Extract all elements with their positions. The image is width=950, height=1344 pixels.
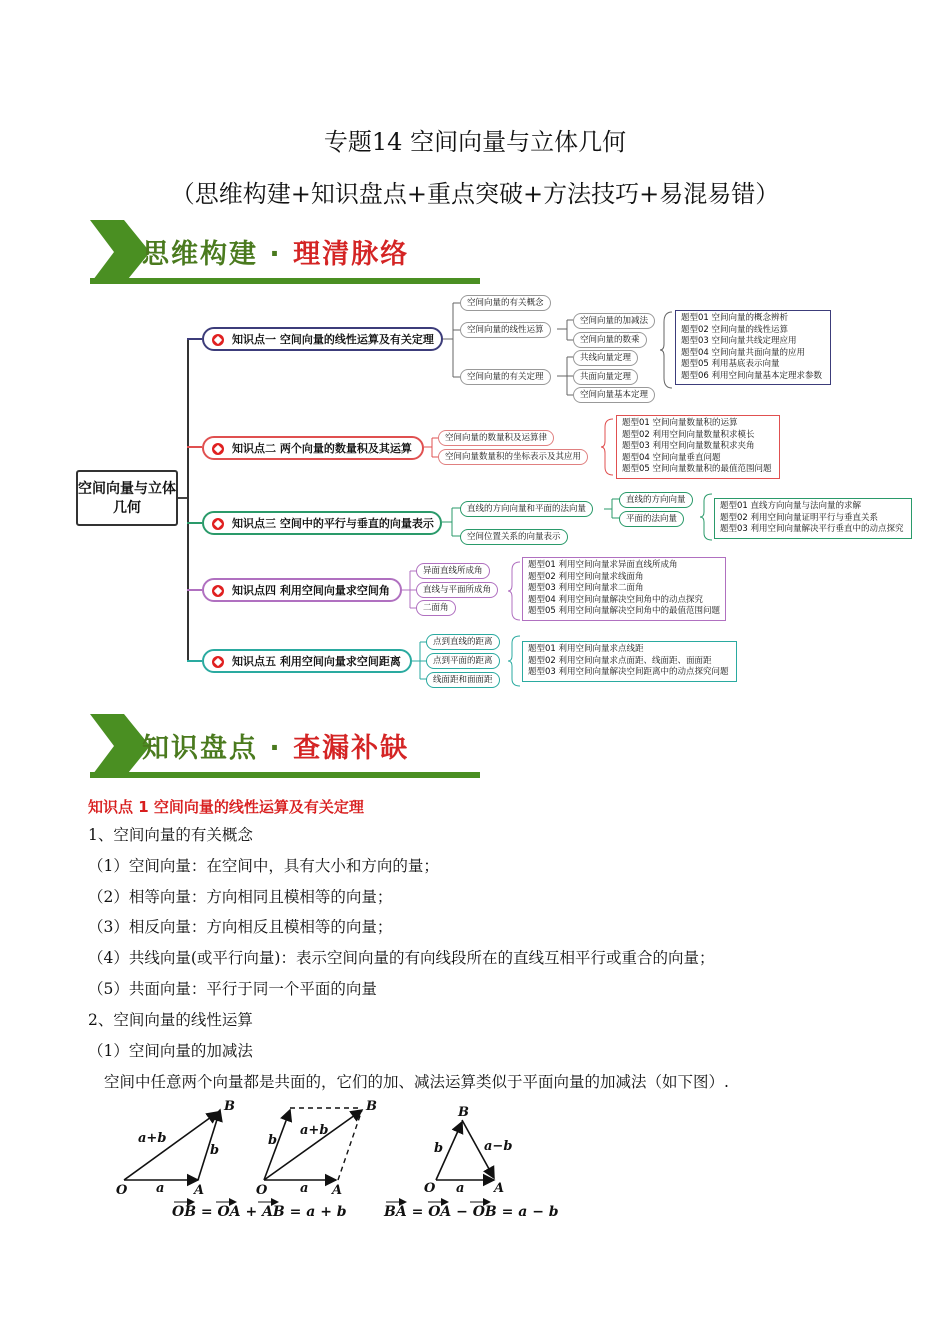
banner-underline <box>90 278 480 284</box>
k5-sub-3: 线面距和面面距 <box>426 672 500 688</box>
k1-subsub-3: 共线向量定理 <box>573 350 638 366</box>
knowledge-point-5: 知识点五 利用空间向量求空间距离 <box>202 649 412 673</box>
k5-question-types: 题型01 利用空间向量求点线距 题型02 利用空间向量求点面距、线面距、面面距 题型03 利用空间向量解决空间距离中的动点探究问题 <box>522 641 737 682</box>
k3-question-types: 题型01 直线方向向量与法向量的求解 题型02 利用空间向量证明平行与垂直关系 题型03 利用空间向量解决平行垂直中的动点探究 <box>714 498 912 539</box>
label-a: a <box>300 1181 309 1196</box>
para-3: （2）相等向量：方向相同且模相等的向量； <box>88 888 393 906</box>
para-8: （1）空间向量的加减法 <box>88 1042 253 1060</box>
knowledge-point-3: 知识点三 空间中的平行与垂直的向量表示 <box>202 511 442 535</box>
knowledge-point-2: 知识点二 两个向量的数量积及其运算 <box>202 436 424 460</box>
star-badge-icon <box>212 334 224 346</box>
label-A: A <box>194 1183 205 1198</box>
banner-chevron-icon <box>90 220 150 284</box>
knowledge-point-4: 知识点四 利用空间向量求空间角 <box>202 578 402 602</box>
k4-sub-1: 异面直线所成角 <box>416 563 490 579</box>
page-title: 专题14 空间向量与立体几何 <box>323 128 627 156</box>
k1-branch-lines <box>443 295 463 385</box>
svg-text:BA = OA − OB = a − b: BA = OA − OB = a − b <box>384 1204 559 1220</box>
label-a-plus-b: a+b <box>138 1131 167 1146</box>
label-a-plus-b: a+b <box>300 1123 329 1138</box>
label-b: b <box>210 1143 220 1158</box>
k1-brace <box>660 310 674 390</box>
star-badge-icon <box>212 443 224 455</box>
para-2: （1）空间向量：在空间中，具有大小和方向的量； <box>88 857 439 875</box>
k4-sub-2: 直线与平面所成角 <box>416 582 498 598</box>
label-B: B <box>224 1099 235 1114</box>
para-1: 1、空间向量的有关概念 <box>88 826 253 844</box>
mind-map-root: 空间向量与立体几何 <box>76 470 178 526</box>
k5-brace <box>508 634 522 688</box>
para-7: 2、空间向量的线性运算 <box>88 1011 253 1029</box>
k2-sub-1: 空间向量的数量积及运算律 <box>438 430 554 446</box>
label-A: A <box>332 1183 343 1198</box>
label-O: O <box>424 1181 436 1196</box>
label-b: b <box>268 1133 278 1148</box>
k1-subsub-5: 空间向量基本定理 <box>573 387 655 403</box>
banner-title-part2: 查漏补缺 <box>293 733 410 764</box>
para-9: 空间中任意两个向量都是共面的，它们的加、减法运算类似于平面向量的加减法（如下图）. <box>104 1073 729 1091</box>
banner-title-part1: 知识盘点 <box>142 733 258 764</box>
star-badge-icon <box>212 585 224 597</box>
k4-question-types: 题型01 利用空间向量求异面直线所成角 题型02 利用空间向量求线面角 题型03 利用空间向量求二面角 题型04 利用空间向量解决空间角中的动点探究 题型05 利用空间向量解决空间角中的最值范围问题 <box>522 557 726 621</box>
k1-subsub-1: 空间向量的加减法 <box>573 313 655 329</box>
para-5: （4）共线向量(或平行向量)：表示空间向量的有向线段所在的直线互相平行或重合的向量； <box>88 949 715 967</box>
k3-subsub-2: 平面的法向量 <box>619 511 684 527</box>
label-A: A <box>494 1181 505 1196</box>
vector-addition-subtraction-figure <box>110 1096 559 1226</box>
star-badge-icon <box>212 518 224 530</box>
para-4: （3）相反向量：方向相反且模相等的向量； <box>88 918 393 936</box>
k3-sub-2: 空间位置关系的向量表示 <box>460 529 568 545</box>
k4-sub-3: 二面角 <box>416 600 456 616</box>
knowledge-point-1: 知识点一 空间向量的线性运算及有关定理 <box>202 327 443 351</box>
label-B: B <box>366 1099 377 1114</box>
k3-branch-lines <box>442 500 462 544</box>
label-b: b <box>434 1141 444 1156</box>
k5-sub-2: 点到平面的距离 <box>426 653 500 669</box>
section-heading: 知识点 1 空间向量的线性运算及有关定理 <box>88 798 364 816</box>
svg-text:OB = OA + AB = a + b: OB = OA + AB = a + b <box>172 1204 347 1220</box>
banner-dot: · <box>269 239 282 270</box>
k3-subsub-1: 直线的方向向量 <box>619 492 693 508</box>
k2-sub-2: 空间向量数量积的坐标表示及其应用 <box>438 449 588 465</box>
banner-title-part2: 理清脉络 <box>293 239 410 270</box>
k3-sub-1: 直线的方向向量和平面的法向量 <box>460 501 593 517</box>
label-O: O <box>116 1183 128 1198</box>
banner-underline <box>90 772 480 778</box>
label-a: a <box>156 1181 165 1196</box>
k2-brace <box>601 417 615 477</box>
banner-dot: · <box>269 733 282 764</box>
page-subtitle: （思维构建+知识盘点+重点突破+方法技巧+易混易错） <box>170 180 780 208</box>
label-B: B <box>458 1105 469 1120</box>
k5-sub-1: 点到直线的距离 <box>426 634 500 650</box>
star-badge-icon <box>212 656 224 668</box>
k1-sub-3: 空间向量的有关定理 <box>460 369 551 385</box>
para-6: （5）共面向量：平行于同一个平面的向量 <box>88 980 377 998</box>
label-O: O <box>256 1183 268 1198</box>
label-a: a <box>456 1181 465 1196</box>
banner-knowledge <box>90 714 480 778</box>
k1-subsub-4: 共面向量定理 <box>573 369 638 385</box>
banner-chevron-icon <box>90 714 150 778</box>
k2-question-types: 题型01 空间向量数量积的运算 题型02 利用空间向量数量积求模长 题型03 利用空间向量数量积求夹角 题型04 空间向量垂直问题 题型05 空间向量数量积的最值范围问题 <box>616 415 780 479</box>
k1-question-types: 题型01 空间向量的概念辨析 题型02 空间向量的线性运算 题型03 空间向量共线定理应用 题型04 空间向量共面向量的应用 题型05 利用基底表示向量 题型06 利用空间向量基本定理求参数 <box>675 310 831 385</box>
banner-mind-map <box>90 220 480 284</box>
banner-title-part1: 思维构建 <box>142 239 258 270</box>
k1-sub-2: 空间向量的线性运算 <box>460 322 551 338</box>
k1-sub-1: 空间向量的有关概念 <box>460 295 551 311</box>
k3-brace <box>700 492 714 542</box>
k4-brace <box>508 560 522 622</box>
k1-subsub-2: 空间向量的数乘 <box>573 332 647 348</box>
label-a-minus-b: a−b <box>484 1139 513 1154</box>
